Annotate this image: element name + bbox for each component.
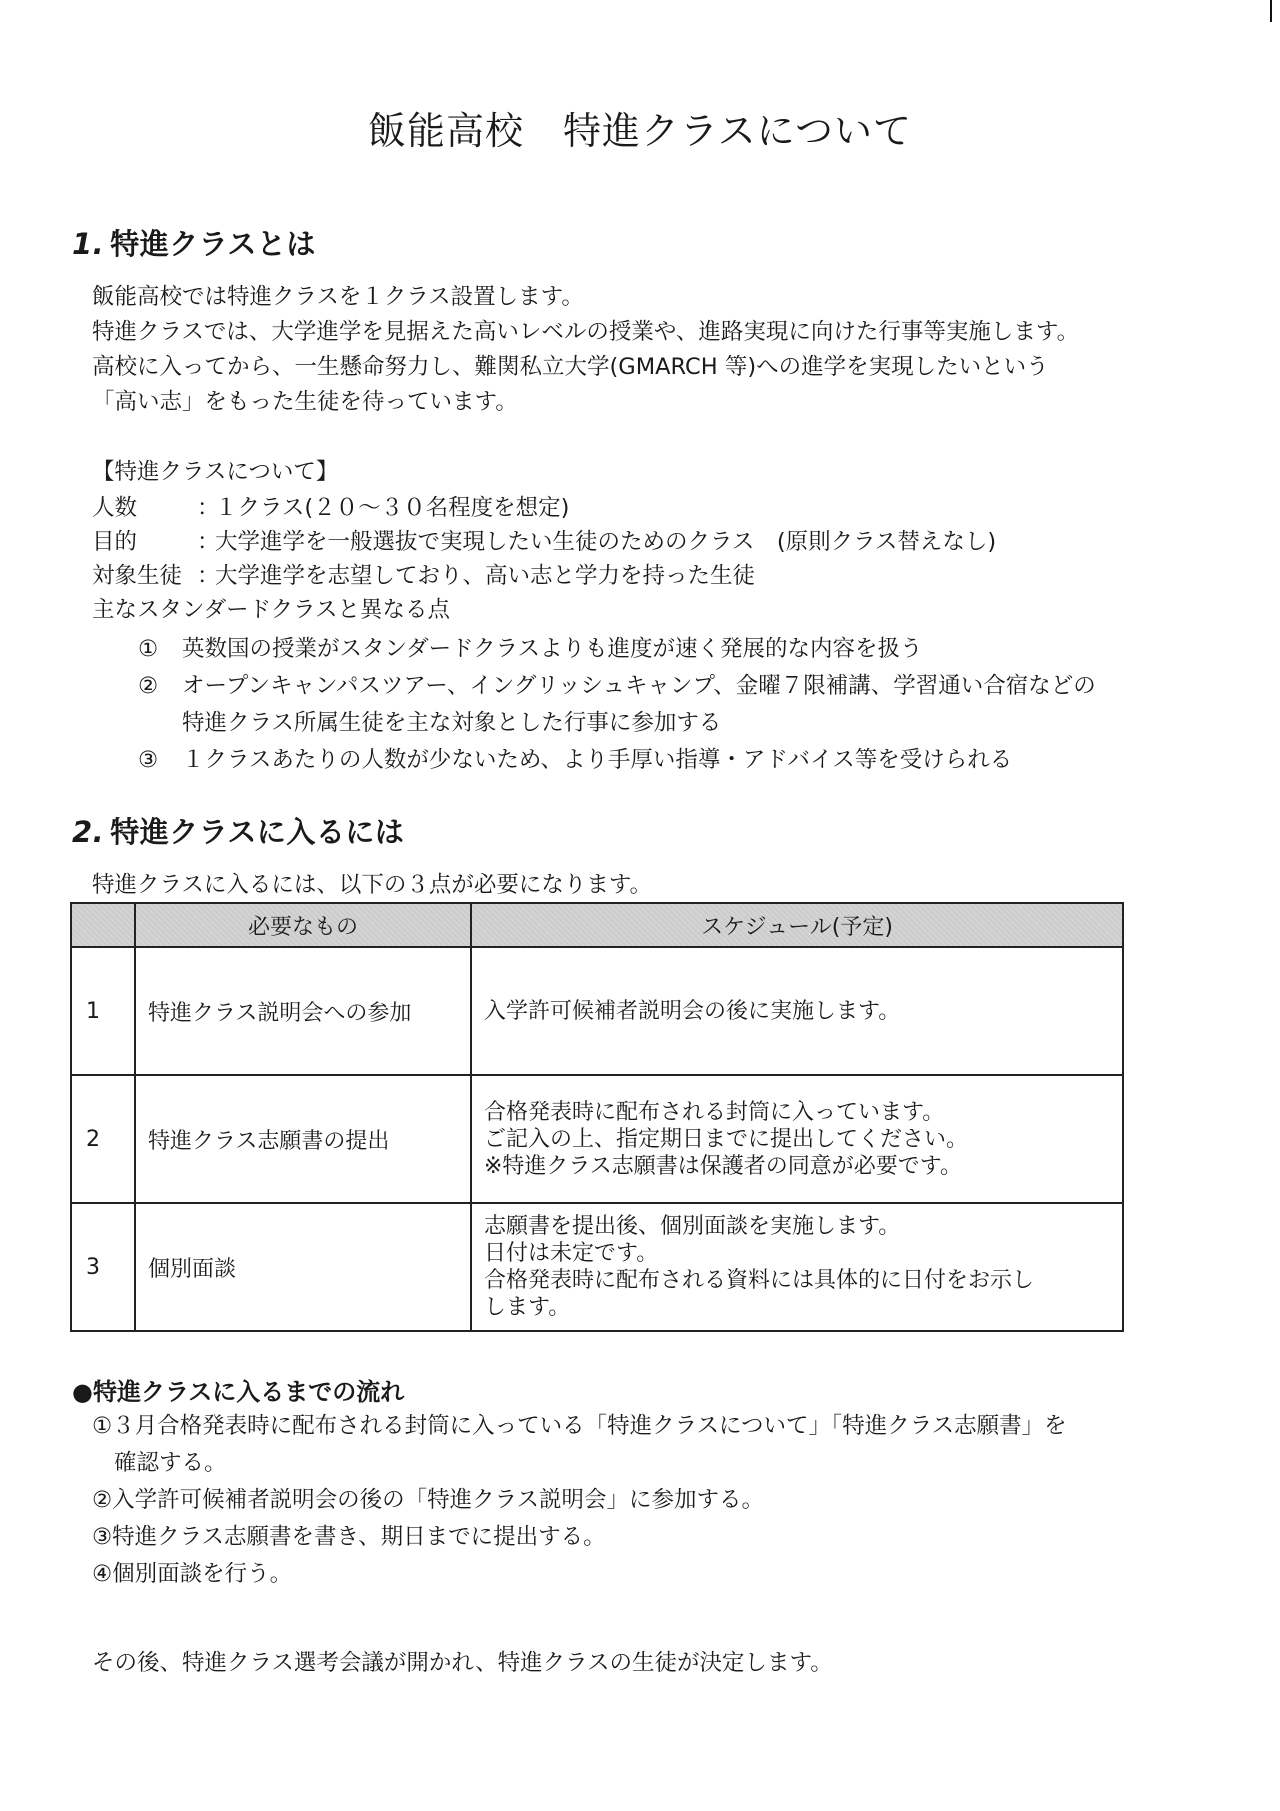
difference-list <box>138 632 1096 780</box>
schedule-line: 合格発表時に配布される封筒に入っています。 <box>484 1099 945 1125</box>
difference-item <box>138 669 1096 706</box>
bracket-heading: 【特進クラスについて】 <box>92 459 339 485</box>
intro-line: 高校に入ってから、一生懸命努力し、難関私立大学(GMARCH 等)への進学を実現したいという <box>92 354 1049 380</box>
flow-heading: ●特進クラスに入るまでの流れ <box>72 1378 405 1406</box>
schedule-line: 合格発表時に配布される資料には具体的に日付をお示し <box>484 1268 1035 1293</box>
row-schedule <box>471 947 1123 1075</box>
table-row <box>71 1203 1123 1331</box>
difference-text: オープンキャンパスツアー、イングリッシュキャンプ、金曜７限補講、学習通い合宿などの <box>182 673 1096 699</box>
schedule-line: 入学許可候補者説明会の後に実施します。 <box>484 998 901 1024</box>
schedule-line: します。 <box>484 1295 571 1320</box>
difference-item <box>138 632 1096 669</box>
flow-step-continuation: 確認する。 <box>114 1450 227 1476</box>
definition-value: １クラス(２０～３０名程度を想定) <box>215 495 570 521</box>
requirements-table <box>70 902 1124 1332</box>
row-item: 特進クラス説明会への参加 <box>135 947 471 1075</box>
table-header-cell <box>71 903 135 947</box>
difference-mark: ② <box>138 673 159 699</box>
intro-line: 特進クラスでは、大学進学を見据えた高いレベルの授業や、進路実現に向けた行事等実施します。 <box>92 319 1080 345</box>
closing-text: その後、特進クラス選考会議が開かれ、特進クラスの生徒が決定します。 <box>92 1650 833 1676</box>
difference-heading: 主なスタンダードクラスと異なる点 <box>92 597 450 623</box>
row-schedule <box>471 1203 1123 1331</box>
definition-row <box>92 559 996 593</box>
difference-mark: ① <box>138 636 159 662</box>
flow-step: ②入学許可候補者説明会の後の「特進クラス説明会」に参加する。 <box>92 1487 764 1513</box>
page-title: 飯能高校 特進クラスについて <box>367 109 913 153</box>
flow-steps <box>92 1408 1067 1593</box>
difference-continuation: 特進クラス所属生徒を主な対象とした行事に参加する <box>182 710 722 736</box>
class-details <box>92 455 996 627</box>
section2-intro: 特進クラスに入るには、以下の３点が必要になります。 <box>92 872 653 898</box>
row-schedule <box>471 1075 1123 1203</box>
schedule-line: 日付は未定です。 <box>484 1241 659 1266</box>
definition-sep: ： <box>197 563 220 589</box>
row-number: 2 <box>71 1075 135 1203</box>
flow-step: ③特進クラス志願書を書き、期日までに提出する。 <box>92 1524 606 1550</box>
section1-intro <box>92 280 1079 420</box>
definition-value: 大学進学を一般選抜で実現したい生徒のためのクラス (原則クラス替えなし) <box>215 529 997 555</box>
table-row <box>71 947 1123 1075</box>
intro-line: 飯能高校では特進クラスを１クラス設置します。 <box>92 284 584 310</box>
row-number: 1 <box>71 947 135 1075</box>
definition-row <box>92 491 996 525</box>
section1-heading-text: 特進クラスとは <box>110 227 316 261</box>
definition-key: 人数 <box>92 495 138 521</box>
schedule-line: ご記入の上、指定期日までに提出してください。 <box>484 1126 969 1152</box>
flow-step: ①３月合格発表時に配布される封筒に入っている「特進クラスについて」「特進クラス志願書」を <box>92 1413 1067 1439</box>
scan-edge-mark <box>1270 0 1272 22</box>
flow-step: ④個別面談を行う。 <box>92 1561 293 1587</box>
definition-key: 対象生徒 <box>92 563 183 589</box>
section2-number: 2. <box>72 815 105 849</box>
difference-item <box>138 743 1096 780</box>
difference-text: 英数国の授業がスタンダードクラスよりも進度が速く発展的な内容を扱う <box>182 636 923 662</box>
definition-sep: ： <box>197 495 220 521</box>
definition-key: 目的 <box>92 529 138 555</box>
section1-heading <box>72 222 316 263</box>
schedule-line: ※特進クラス志願書は保護者の同意が必要です。 <box>484 1153 963 1179</box>
section2-heading-text: 特進クラスに入るには <box>110 815 405 849</box>
difference-mark: ③ <box>138 747 159 773</box>
schedule-line: 志願書を提出後、個別面談を実施します。 <box>484 1214 901 1239</box>
section2-heading <box>72 810 404 851</box>
row-number: 3 <box>71 1203 135 1331</box>
table-header-row <box>71 903 1123 947</box>
section1-number: 1. <box>72 227 105 261</box>
table-header-cell: 必要なもの <box>135 903 471 947</box>
intro-line: 「高い志」をもった生徒を待っています。 <box>92 389 518 415</box>
row-item: 個別面談 <box>135 1203 471 1331</box>
definition-row <box>92 525 996 559</box>
table-row <box>71 1075 1123 1203</box>
definition-value: 大学進学を志望しており、高い志と学力を持った生徒 <box>215 563 756 589</box>
row-item: 特進クラス志願書の提出 <box>135 1075 471 1203</box>
table-header-cell: スケジュール(予定) <box>471 903 1123 947</box>
definition-sep: ： <box>197 529 220 555</box>
difference-text: １クラスあたりの人数が少ないため、より手厚い指導・アドバイス等を受けられる <box>182 747 1013 773</box>
